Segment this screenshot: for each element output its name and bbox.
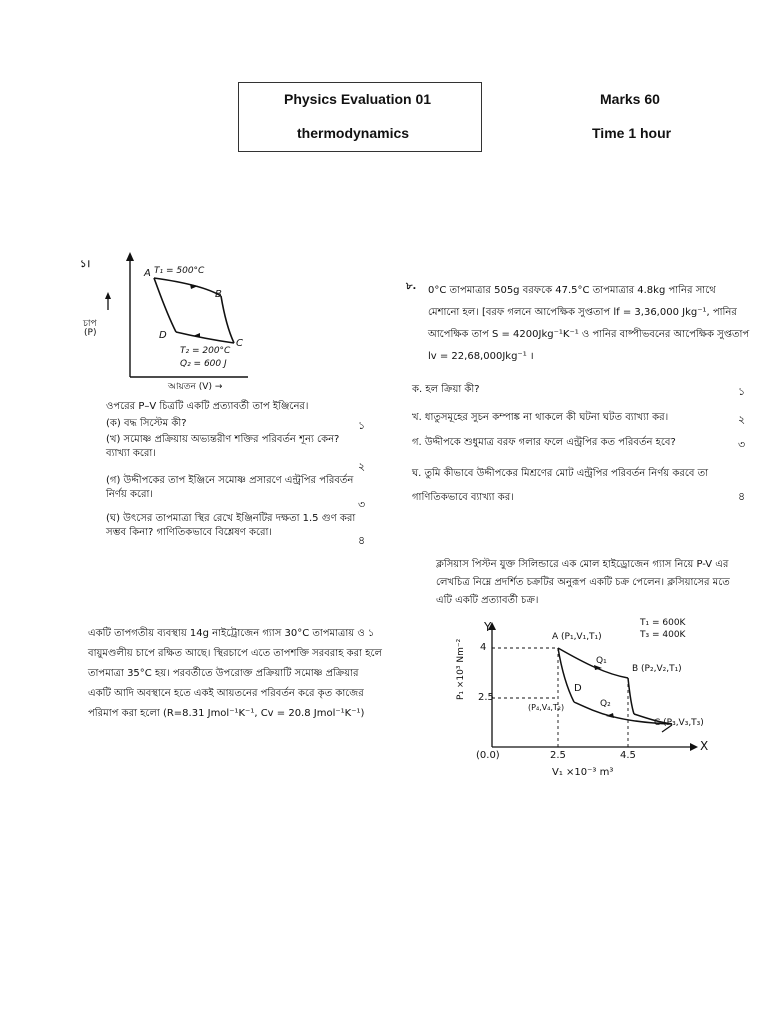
q1-mark-ga: ৩ [358, 498, 366, 511]
y-label-p: (P) [84, 328, 97, 338]
q8-option-ga: গ. উদ্দীপকে শুধুমাত্র বরফ গলার ফলে এন্ট্রপির কত পরিবর্তন হবে? [412, 437, 676, 448]
q1-mark-gha: ৪ [358, 534, 366, 547]
point-d-label: D [574, 683, 582, 694]
q8-option-gha: ঘ. তুমি কীভাবে উদ্দীপকের মিশ্রণের মোট এন্ট্রপির পরিবর্তন নির্ণয় করবে তা গাণিতিকভাবে ব্যাখ্যা কর। [412, 468, 709, 503]
q8-option-kha: খ. ধাতুসমূহের সুচন কম্পাঙ্ক না থাকলে কী ঘটনা ঘটত ব্যাখ্যা কর। [412, 412, 669, 423]
x-tick-2-5: 2.5 [550, 750, 566, 761]
point-a-label: A (P₁,V₁,T₁) [552, 632, 602, 642]
q1-option-ka: (ক) বদ্ধ সিস্টেম কী? [106, 418, 187, 429]
q8-mark-kha: ২ [738, 413, 746, 426]
exam-time: Time 1 hour [592, 125, 672, 141]
point-b: B [215, 289, 222, 300]
y-tick-4: 4 [480, 642, 487, 653]
question-1-stem: ওপরের P–V চিত্রটি একটি প্রত্যাবর্তী তাপ ইঞ্জিনের। [106, 401, 309, 412]
q8-mark-gha: ৪ [738, 490, 746, 503]
q2-arrow-label: Q₂ [600, 699, 611, 709]
point-c: C [236, 338, 243, 349]
point-a: A [144, 268, 151, 279]
q1-mark-kha: ২ [358, 460, 366, 473]
x-label: আয়তন (V) → [168, 382, 223, 392]
q1-mark-ka: ১ [358, 419, 366, 432]
exam-topic: thermodynamics [297, 125, 410, 141]
t3-400k: T₃ = 400K [640, 630, 686, 640]
q1-option-gha: (ঘ) উৎসের তাপমাত্রা স্থির রেখে ইঞ্জিনটির দক্ষতা 1.5 গুণ করা সম্ভব কিনা? গাণিতিকভাবে বিশ্লেষণ করো। [106, 513, 356, 538]
question-1 [80, 252, 380, 552]
q1-arrow-label: Q₁ [596, 656, 607, 666]
x-quantity-label: V₁ ×10⁻³ m³ [552, 767, 614, 778]
question-number: ৮. [406, 281, 417, 292]
pv-diagram [98, 252, 378, 397]
q8-mark-ka: ১ [738, 385, 746, 398]
q8-option-ka: ক. হল ক্রিয়া কী? [412, 384, 480, 395]
y-label-bn: চাপ [83, 319, 97, 329]
t1-label: T₁ = 500°C [154, 266, 205, 276]
y-axis-label: Y [484, 620, 492, 634]
exam-title: Physics Evaluation 01 [284, 91, 432, 107]
y-tick-2-5: 2.5 [478, 692, 494, 703]
question-8-stem: 0°C তাপমাত্রার 505g বরফকে 47.5°C তাপমাত্রার 4.8kg পানির সাথে মেশানো হল। [বরফ গলনে আপেক্ষিক সুপ্ততাপ lf = 3,36,000 Jkg⁻¹, পানির আপেক্ষিক তাপ S = 4200Jkg⁻¹K⁻¹ ও পানির বাষ্পীভবনের আপেক্ষিক সুপ্ততাপ lv = 22,68,000Jkg⁻¹ । [428, 285, 750, 362]
x-axis-label: X [700, 739, 709, 753]
y-quantity-label: P₁ ×10³ Nm⁻² [456, 638, 466, 700]
question-right2-stem: ক্লসিয়াস পিস্টন যুক্ত সিলিন্ডারে এক মোল হাইড্রোজেন গ্যাস নিয়ে P-V এর লেখচিত্র নিম্নে প্রদর্শিত চক্রটির অনুরূপ একটি চক্র পেলেন। ক্লসিয়াসের মতে এটি একটি প্রত্যাবর্তী চক্র। [436, 559, 730, 606]
point-d: D [159, 330, 167, 341]
point-b-label: B (P₂,V₂,T₁) [632, 664, 682, 674]
point-d-coords: (P₄,V₄,T₂) [528, 703, 565, 712]
question-left2-stem: একটি তাপগতীয় ব্যবস্থায় 14g নাইট্রোজেন গ্যাস 30°C তাপমাত্রায় ও ১ বায়ুমণ্ডলীয় চাপে রক্ষিত আছে। স্থিরচাপে এতে তাপশক্তি সরবরাহ করা হলে তাপমাত্রা 35°C হয়। পরবর্তীতে উপরোক্ত প্রক্রিয়াটি সমোষ্ণ প্রক্রিয়ার একটি আদি অবস্থানে হতে একই আয়তনের পরিবর্তন করে কৃত কাজের পরিমাপ করা হলো (R=8.31 Jmol⁻¹K⁻¹, Cv = 20.8 Jmol⁻¹K⁻¹) [88, 628, 382, 719]
q1-option-kha: (খ) সমোষ্ণ প্রক্রিয়ায় অভ্যন্তরীণ শক্তির পরিবর্তন শূন্য কেন? ব্যাখ্যা করো। [106, 434, 340, 459]
exam-marks: Marks 60 [600, 91, 660, 107]
q1-option-ga: (গ) উদ্দীপকের তাপ ইঞ্জিনে সমোষ্ণ প্রসারণে এন্ট্রপির পরিবর্তন নির্ণয় করো। [106, 475, 354, 500]
q8-mark-ga: ৩ [738, 438, 746, 451]
origin-label: (0.0) [476, 750, 500, 761]
x-tick-4-5: 4.5 [620, 750, 636, 761]
t1-600k: T₁ = 600K [640, 618, 686, 628]
point-c-label: C (P₃,V₃,T₃) [654, 718, 704, 728]
q2-label: Q₂ = 600 J [180, 359, 227, 369]
question-number: ১। [80, 259, 91, 270]
t2-label: T₂ = 200°C [180, 346, 231, 356]
